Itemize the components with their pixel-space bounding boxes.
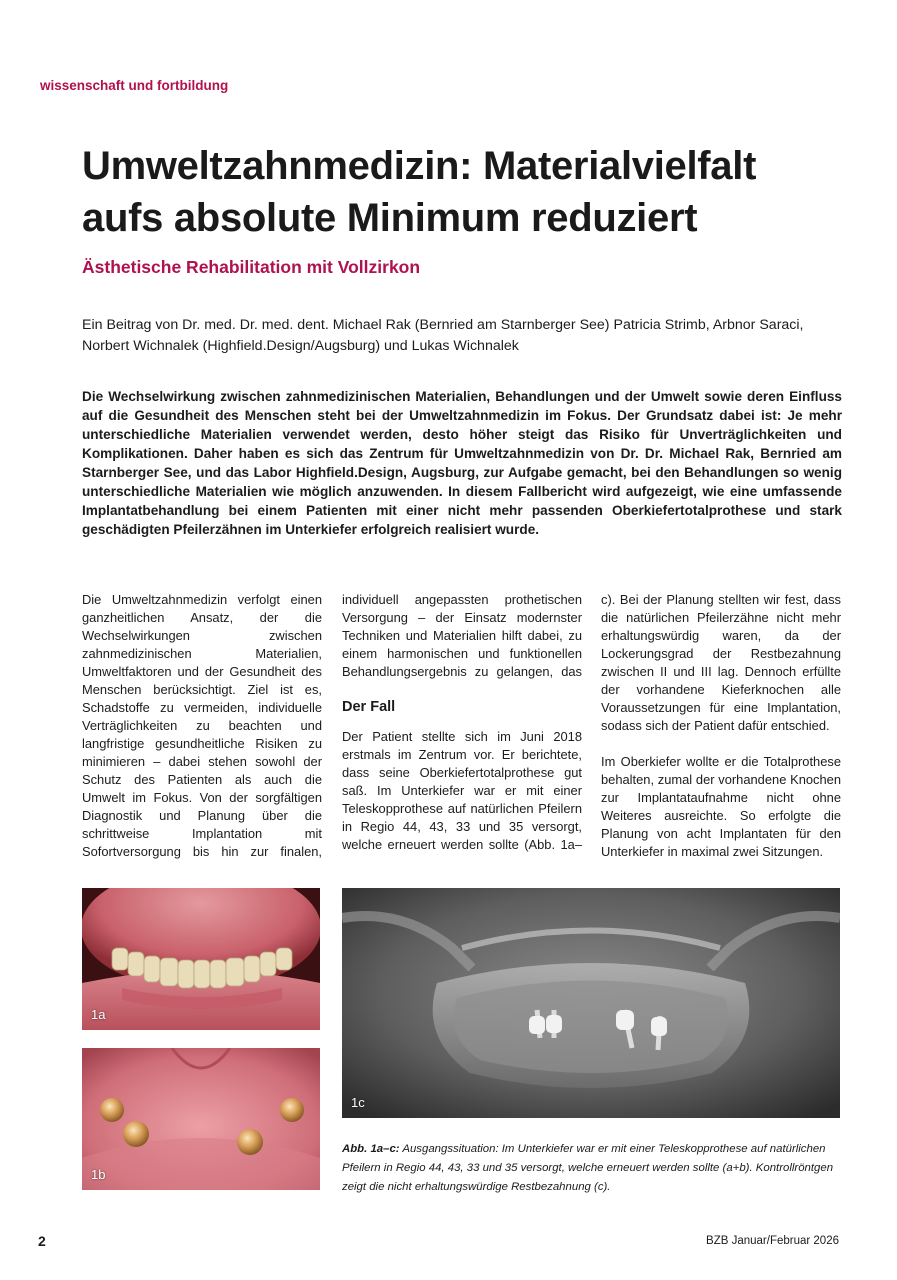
section-label: wissenschaft und fortbildung xyxy=(40,78,229,93)
article-title xyxy=(82,140,872,244)
author-line: Ein Beitrag von Dr. med. Dr. med. dent. Michael Rak (Bernried am Starnberger See) Patricia Strimb, Arbnor Saraci, Norbert Wichnalek (Highfield.Design/Augsburg) und Lukas Wichnalek xyxy=(82,317,804,354)
figure-1c-xray xyxy=(342,888,840,1118)
lower-jaw-photo xyxy=(82,1048,320,1190)
figure-1a-label: 1a xyxy=(91,1007,106,1022)
figure-1b-label: 1b xyxy=(91,1167,106,1182)
article-subtitle: Ästhetische Rehabilitation mit Vollzirkon xyxy=(82,257,421,277)
body-column-2 xyxy=(342,591,582,854)
title-line-2: aufs absolute Minimum reduziert xyxy=(82,196,698,240)
body-column-1 xyxy=(82,591,322,861)
fall-paragraph-continuation: c). Bei der Planung stellten wir fest, dass die natürlichen Pfeilerzähne nicht mehr erhaltungswürdig waren, da der Lockerungsgrad der Restbezahnung zwischen II und III lag. Dennoch erfüllte der vorhandene Kieferknochen alle Voraussetzungen für eine Implantation, sodass sich der Patient dafür entschied. xyxy=(601,592,841,733)
body-column-3 xyxy=(601,591,841,861)
fall-paragraph: Der Patient stellte sich im Juni 2018 erstmals im Zentrum vor. Er berichtete, dass seine Oberkiefertotalprothese gut saß. Im Unterkiefer war er mit einer Teleskopprothese auf natürlichen Pfeilern in Regio 44, 43, 33 und 35 versorgt, welche erneuert werden sollte (Abb. 1a– xyxy=(342,729,582,852)
footer-issue: BZB Januar/Februar 2026 xyxy=(706,1235,839,1247)
figure-1a-photo xyxy=(82,888,320,1030)
body-intro-paragraph: Die Umweltzahnmedizin verfolgt einen ganzheitlichen Ansatz, der die Wechselwirkungen zwischen zahnmedizinischen Materialien, Umweltfaktoren und der Gesundheit des Menschen berücksichtigt. Ziel ist es, Schadstoffe zu vermeiden, individuelle Verträglichkeiten zu beachten und langfristige gesundheitliche Risiken zu minimieren – dabei stehen sowohl der Schutz des Patienten als auch die Umwelt im Fokus. Von der sorgfältigen Diagnostik und Planung über die schrittweise Implantation mit Sofortversorgung bis hin zur finalen, xyxy=(82,592,322,859)
section-heading-fall: Der Fall xyxy=(342,699,396,715)
page-number: 2 xyxy=(38,1233,46,1249)
figure-1c-label: 1c xyxy=(351,1095,365,1110)
figure-caption xyxy=(342,1140,842,1197)
title-line-1: Umweltzahnmedizin: Materialvielfalt xyxy=(82,144,757,188)
upper-jaw-photo xyxy=(82,888,320,1030)
panoramic-xray-image xyxy=(342,888,840,1118)
caption-reference: Abb. 1a–c: xyxy=(342,1143,400,1155)
article-abstract: Die Wechselwirkung zwischen zahnmedizinischen Materialien, Behandlungen und der Umwelt sowie deren Einfluss auf die Gesundheit des Menschen steht bei der Umweltzahnmedizin im Fokus. Der Grundsatz dabei ist: Je mehr unterschiedliche Materialien verwendet werden, desto höher steigt das Risiko für Unverträglichkeiten und Komplikationen. Daher haben es sich das Zentrum für Umweltzahnmedizin von Dr. Dr. Michael Rak, Bernried am Starnberger See, und das Labor Highfield.Design, Augsburg, zur Aufgabe gemacht, bei den Behandlungen so wenig unterschiedliche Materialien wie möglich anzuwenden. In diesem Fallbericht wird aufgezeigt, wie eine umfassende Implantatbehandlung bei einem Patienten mit einer nicht mehr passenden Oberkiefertotalprothese und stark geschädigten Pfeilerzähnen im Unterkiefer erfolgreich realisiert wurde. xyxy=(82,389,842,537)
figure-1b-photo xyxy=(82,1048,320,1190)
body-intro-continuation: individuell angepassten prothetischen Versorgung – der Einsatz modernster Techniken und Materialien hilft dabei, zu einem harmonischen und funktionellen Behandlungsergebnis zu gelangen, das xyxy=(342,592,582,679)
intro-continuation xyxy=(342,591,582,681)
fall-continuation xyxy=(601,591,841,735)
fall-column-part xyxy=(342,728,582,854)
implant-paragraph: Im Oberkiefer wollte er die Totalprothese behalten, zumal der vorhandene Knochen zur Implantataufnahme nicht ohne Weiteres ausreichte. So erfolgte die Planung von acht Implantaten für den Unterkiefer in maximal zwei Sitzungen. xyxy=(601,754,841,859)
caption-text: Ausgangssituation: Im Unterkiefer war er mit einer Teleskopprothese auf natürlichen Pfeilern in Regio 44, 43, 33 und 35 versorgt, welche erneuert werden sollte (a+b). Kontrollröntgen zeigt die nicht erhaltungswürdige Restbezahnung (c). xyxy=(342,1143,834,1193)
